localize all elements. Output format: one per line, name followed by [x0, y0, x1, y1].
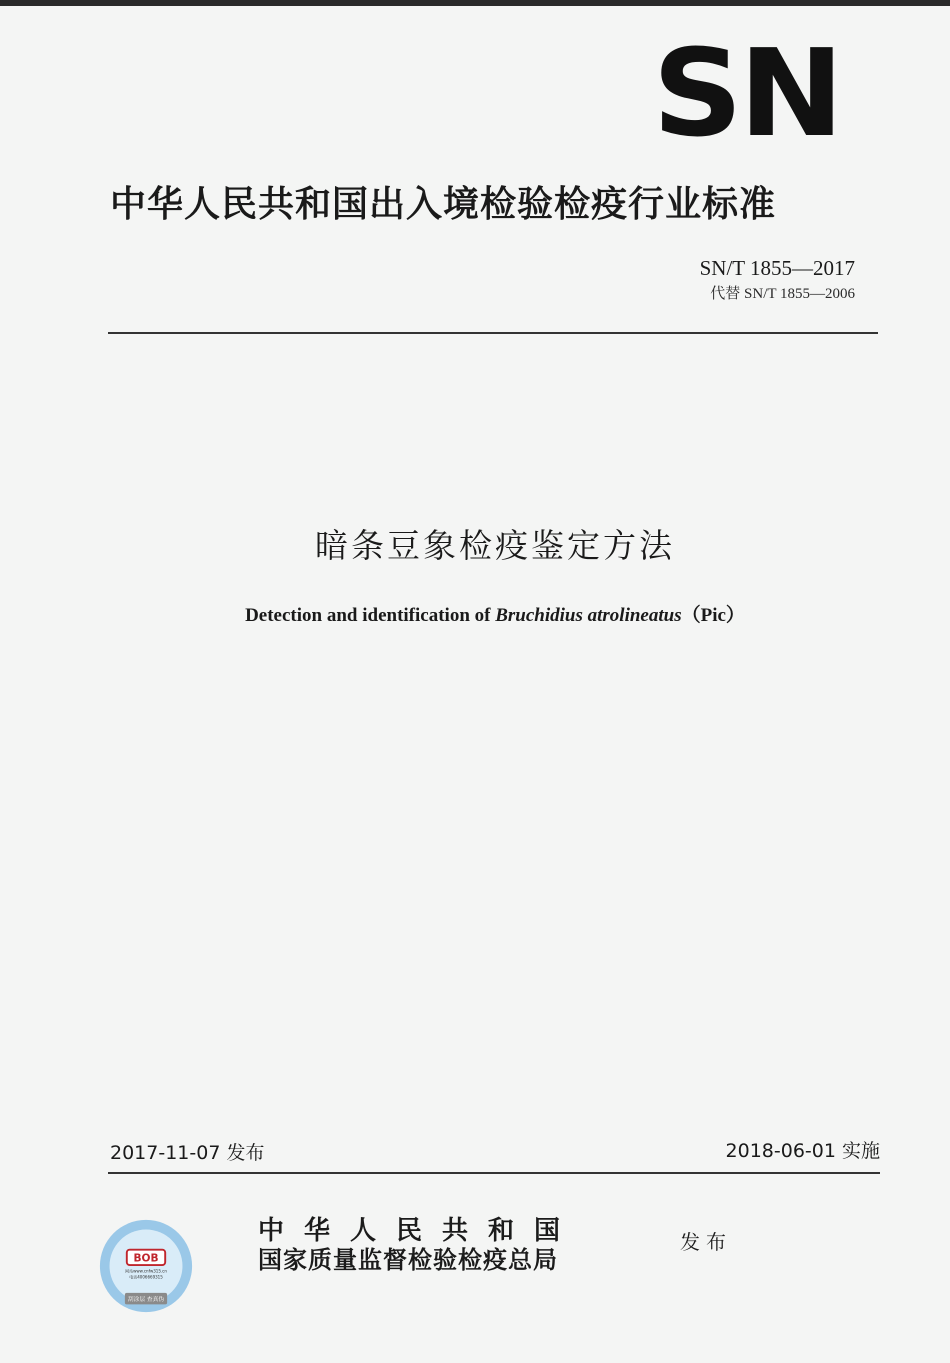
title-english-suffix: （Pic） [681, 605, 745, 626]
seal-website-text: 网站www.cnfw315.cn [125, 1268, 167, 1274]
seal-phone-text: 电话4006669315 [129, 1274, 163, 1280]
replaces-standard: 代替 SN/T 1855—2006 [710, 286, 855, 302]
title-english-prefix: Detection and identification of [245, 605, 496, 626]
effective-date: 2018-06-01 实施 [725, 1140, 880, 1162]
title-english [0, 600, 950, 627]
footer-divider [108, 1172, 880, 1174]
publisher-agency: 国家质量监督检验检疫总局 [258, 1245, 558, 1274]
top-border [0, 0, 950, 6]
publisher-country: 中华人民共和国 [258, 1216, 581, 1246]
publish-label: 发布 [680, 1230, 732, 1254]
header-divider [108, 332, 878, 334]
anti-counterfeit-seal-icon [98, 1218, 194, 1314]
seal-logo-text: BOB [133, 1252, 159, 1265]
title-english-species: Bruchidius atrolineatus [495, 605, 682, 626]
sn-logo: SN [652, 25, 840, 164]
title-chinese: 暗条豆象检疫鉴定方法 [315, 526, 675, 565]
standard-number: SN/T 1855—2017 [699, 256, 855, 280]
issue-date: 2017-11-07 发布 [110, 1142, 265, 1164]
standard-category: 中华人民共和国出入境检验检疫行业标准 [110, 184, 777, 225]
seal-scratch-text: 刮涂层 查真伪 [127, 1297, 165, 1304]
